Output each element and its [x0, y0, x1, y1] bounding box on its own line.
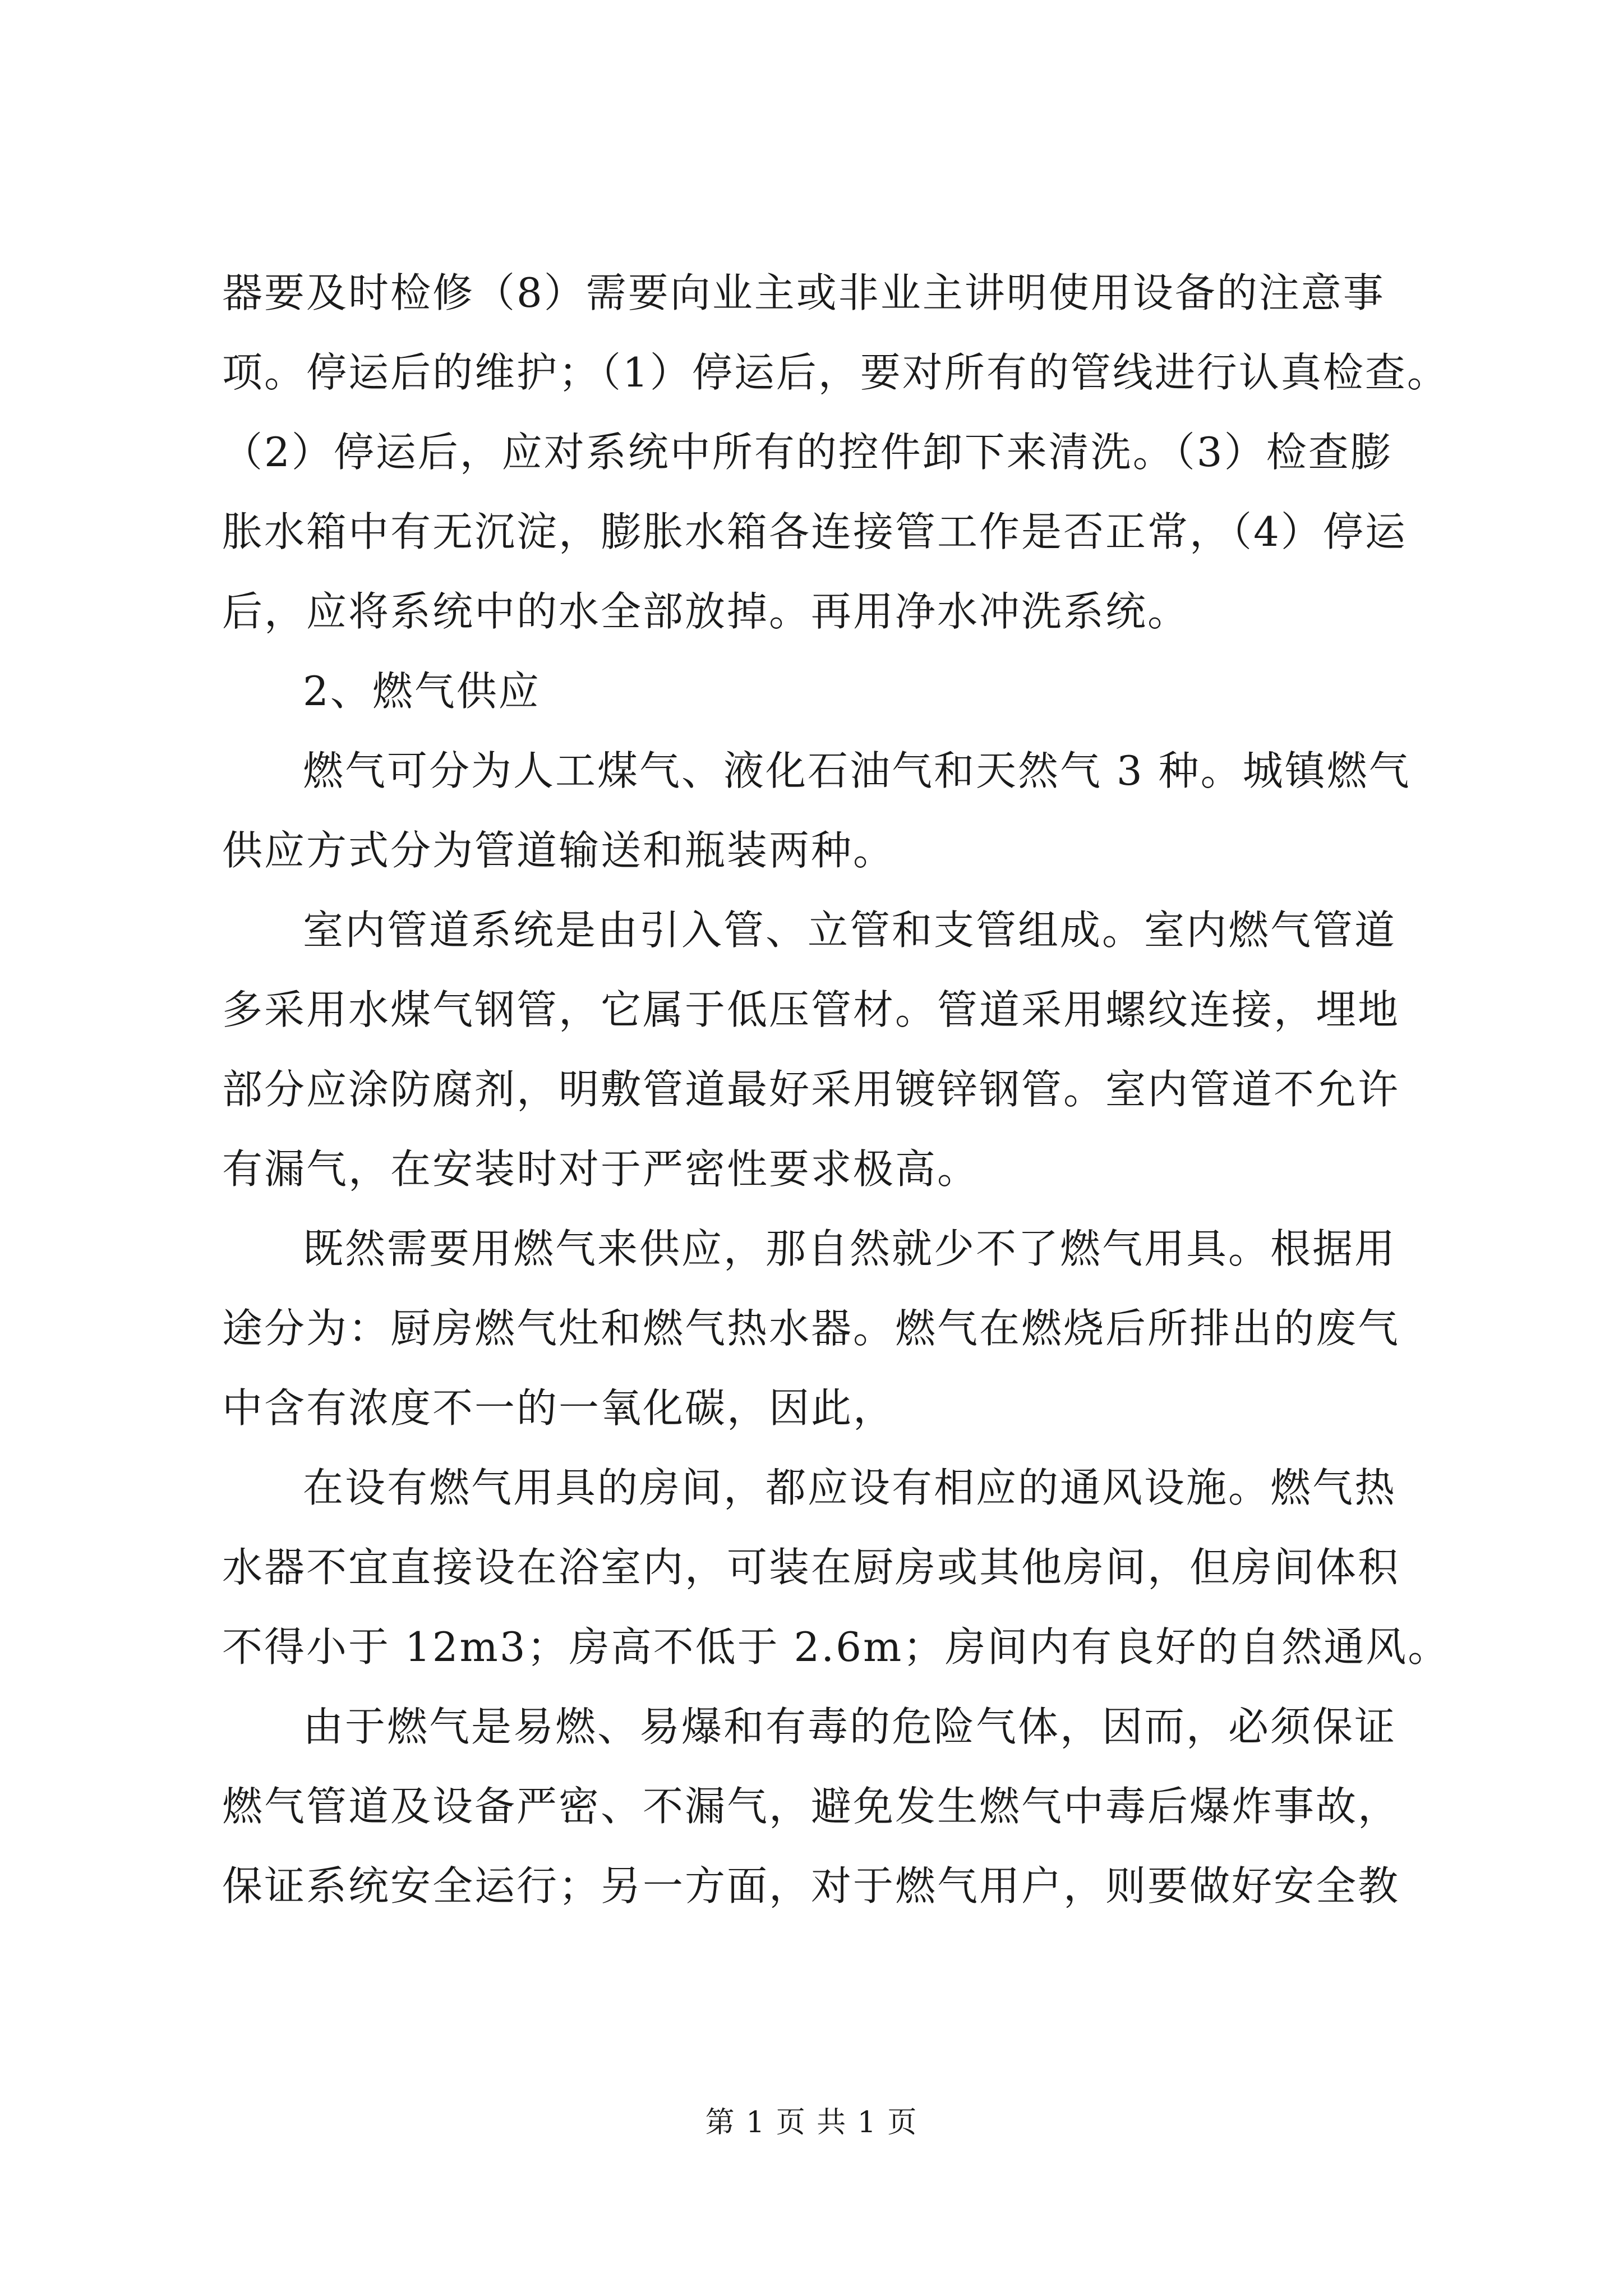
text-line: 后，应将系统中的水全部放掉。再用净水冲洗系统。: [222, 588, 1190, 635]
body-text: [222, 268, 1450, 1941]
text-line: 燃气可分为人工煤气、液化石油气和天然气 3 种。城镇燃气: [303, 747, 1411, 794]
text-line: 途分为：厨房燃气灶和燃气热水器。燃气在燃烧后所排出的废气: [222, 1305, 1400, 1352]
text-line: 水器不宜直接设在浴室内，可装在厨房或其他房间，但房间体积: [222, 1544, 1400, 1591]
text-line: 胀水箱中有无沉淀，膨胀水箱各连接管工作是否正常，（4）停运: [222, 508, 1407, 555]
text-line: 保证系统安全运行；另一方面，对于燃气用户，则要做好安全教: [222, 1862, 1400, 1910]
text-line: 部分应涂防腐剂，明敷管道最好采用镀锌钢管。室内管道不允许: [222, 1066, 1400, 1113]
text-line: 在设有燃气用具的房间，都应设有相应的通风设施。燃气热: [303, 1464, 1397, 1511]
text-line: 既然需要用燃气来供应，那自然就少不了燃气用具。根据用: [303, 1225, 1397, 1272]
page-footer: 第 1 页 共 1 页: [705, 2106, 918, 2139]
text-line: 项。停运后的维护；（1）停运后，要对所有的管线进行认真检查。: [222, 349, 1449, 396]
text-line: 燃气管道及设备严密、不漏气，避免发生燃气中毒后爆炸事故，: [222, 1783, 1400, 1830]
text-line: 有漏气，在安装时对于严密性要求极高。: [222, 1145, 980, 1193]
text-line: 器要及时检修（8）需要向业主或非业主讲明使用设备的注意事: [222, 269, 1385, 316]
text-line: 由于燃气是易燃、易爆和有毒的危险气体，因而，必须保证: [303, 1703, 1397, 1750]
text-line: 供应方式分为管道输送和瓶装两种。: [222, 827, 896, 874]
text-line: 不得小于 12m3；房高不低于 2.6m；房间内有良好的自然通风。: [222, 1623, 1450, 1671]
section-heading: 2、燃气供应: [303, 668, 541, 715]
text-line: 室内管道系统是由引入管、立管和支管组成。室内燃气管道: [303, 907, 1397, 954]
text-line: 中含有浓度不一的一氧化碳，因此，: [222, 1384, 896, 1432]
text-line: 多采用水煤气钢管，它属于低压管材。管道采用螺纹连接，埋地: [222, 986, 1400, 1033]
text-line: （2）停运后，应对系统中所有的控件卸下来清洗。（3）检查膨: [222, 429, 1393, 476]
